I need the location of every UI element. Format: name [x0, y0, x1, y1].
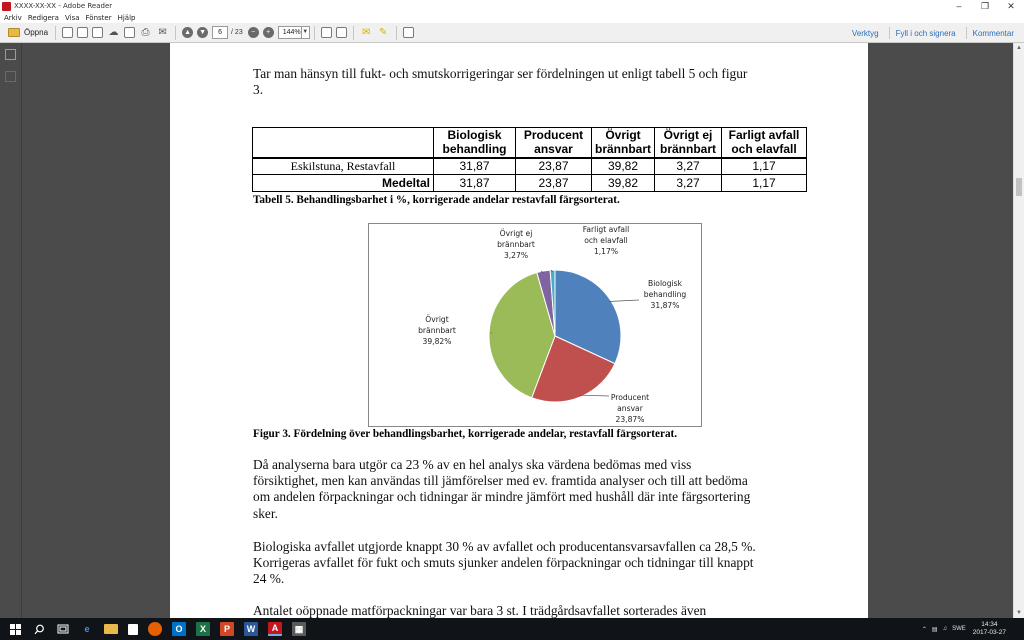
fit-width-icon[interactable]: [336, 27, 347, 38]
menu-redigera[interactable]: Redigera: [27, 13, 59, 22]
left-navigation-pane: [0, 43, 22, 618]
toolbar-separator: [353, 26, 354, 40]
restore-button[interactable]: ❐: [980, 1, 990, 11]
zoom-out-icon[interactable]: −: [248, 27, 259, 38]
edit-pdf-icon[interactable]: [77, 27, 88, 38]
window-controls: [946, 0, 1024, 12]
pie-label-line: 39,82%: [422, 337, 452, 346]
pie-data-label: [583, 225, 630, 256]
search-icon[interactable]: [32, 622, 46, 636]
edge-icon[interactable]: e: [84, 624, 90, 634]
cloud-upload-icon[interactable]: ☁: [108, 27, 119, 38]
data-table: [252, 127, 807, 192]
pie-label-line: behandling: [643, 290, 687, 299]
table-cell: Eskilstuna, Restavfall: [253, 158, 434, 175]
highlight-icon[interactable]: ✎: [379, 27, 388, 38]
comment-link[interactable]: Kommentar: [972, 28, 1014, 38]
table-header: Biologisk behandling: [434, 128, 516, 158]
title-bar: [0, 0, 1024, 12]
scrollbar-thumb[interactable]: [1016, 178, 1022, 196]
clock[interactable]: [973, 621, 1006, 637]
comment-icon[interactable]: ✉: [362, 27, 371, 38]
file-explorer-icon[interactable]: [104, 624, 118, 634]
show-hidden-icons-icon[interactable]: ⌃: [921, 626, 927, 633]
pie-label-line: brännbart: [418, 326, 456, 335]
print-icon[interactable]: ⎙: [141, 27, 150, 38]
table-cell: 23,87: [516, 175, 592, 192]
page-number-input[interactable]: 6: [212, 26, 228, 39]
link-separator: [966, 27, 967, 39]
pie-label-line: och elavfall: [584, 236, 628, 245]
open-button[interactable]: [5, 25, 51, 41]
table-header-empty: [253, 128, 434, 158]
pie-label-line: ansvar: [617, 404, 643, 413]
tools-link[interactable]: Verktyg: [851, 28, 879, 38]
adobe-reader-app-icon: [2, 2, 11, 11]
pie-chart: [369, 224, 703, 428]
zoom-select[interactable]: [278, 26, 310, 39]
intro-paragraph: Tar man hänsyn till fukt- och smutskorrigeringar ser fördelningen ut enligt tabell 5 och figur 3.: [253, 66, 748, 98]
previous-page-icon[interactable]: ▲: [182, 27, 193, 38]
pie-leader-line: [609, 300, 639, 301]
table-cell: 1,17: [722, 158, 807, 175]
menu-fonster[interactable]: Fönster: [85, 13, 112, 22]
word-icon[interactable]: W: [244, 622, 258, 636]
minimize-button[interactable]: –: [956, 1, 962, 11]
scroll-down-icon[interactable]: ▼: [1016, 610, 1022, 616]
table-header: Övrigt brännbart: [592, 128, 655, 158]
adobe-reader-icon[interactable]: A: [268, 622, 282, 636]
powerpoint-icon[interactable]: P: [220, 622, 234, 636]
pdf-page: [170, 43, 868, 618]
pie-label-line: Producent: [610, 393, 650, 402]
clock-time: 14:34: [981, 621, 998, 628]
network-icon[interactable]: ▤: [931, 626, 938, 633]
language-indicator[interactable]: SWE: [952, 626, 966, 632]
pie-chart-frame: [368, 223, 702, 427]
table-header: Producent ansvar: [516, 128, 592, 158]
system-tray: [917, 618, 1020, 640]
volume-icon[interactable]: ♫: [942, 626, 948, 632]
table-row: [253, 175, 807, 192]
save-icon[interactable]: [124, 27, 135, 38]
pie-data-label: [644, 279, 687, 310]
open-label: Öppna: [24, 28, 49, 37]
fit-page-icon[interactable]: [321, 27, 332, 38]
pie-label-line: 3,27%: [503, 251, 529, 260]
attachments-icon[interactable]: [5, 71, 16, 82]
windows-taskbar: [0, 618, 1024, 640]
outlook-icon[interactable]: O: [172, 622, 186, 636]
paragraph-2: Biologiska avfallet utgjorde knappt 30 % av avfallet och producentansvarsavfallen ca 28,5 %. Korrigeras avfallet för fukt och smuts sjunker andelen förpackningar och tidningar till knappt 24 %.: [253, 539, 756, 587]
close-button[interactable]: ✕: [1007, 1, 1015, 11]
email-icon[interactable]: ✉: [158, 27, 167, 38]
page-thumbnails-icon[interactable]: [5, 49, 16, 60]
table-cell: 39,82: [592, 158, 655, 175]
start-icon[interactable]: [8, 622, 22, 636]
pie-label-line: Farligt avfall: [582, 225, 630, 234]
folder-icon: [8, 28, 20, 37]
table-cell: 3,27: [655, 175, 722, 192]
pie-data-label: [497, 229, 535, 260]
table-cell: 1,17: [722, 175, 807, 192]
figure-caption: Figur 3. Fördelning över behandlingsbarhet, korrigerade andelar, restavfall färgsorterat.: [253, 428, 678, 440]
zoom-in-icon[interactable]: +: [263, 27, 274, 38]
toolbar-right-panel-links: [846, 23, 1024, 43]
store-icon[interactable]: [128, 624, 138, 635]
chevron-down-icon: ▼: [301, 27, 309, 38]
clock-date: 2017-03-27: [972, 629, 1006, 636]
menu-bar: [0, 12, 1024, 23]
table-cell: 39,82: [592, 175, 655, 192]
toolbar: [0, 23, 1024, 43]
calculator-icon[interactable]: ▦: [292, 622, 306, 636]
pie-data-label: [611, 393, 649, 424]
table-cell: 31,87: [434, 158, 516, 175]
table-header-row: [253, 128, 807, 158]
vertical-scrollbar[interactable]: [1013, 43, 1024, 618]
toolbar-separator: [314, 26, 315, 40]
fill-sign-link[interactable]: Fyll i och signera: [895, 28, 956, 38]
next-page-icon[interactable]: ▼: [197, 27, 208, 38]
pie-label-line: 31,87%: [650, 301, 680, 310]
pie-label-line: Övrigt: [425, 315, 449, 324]
create-pdf-icon[interactable]: [62, 27, 73, 38]
table-cell: 3,27: [655, 158, 722, 175]
table-cell: 23,87: [516, 158, 592, 175]
pie-label-line: brännbart: [497, 240, 535, 249]
table-cell: 31,87: [434, 175, 516, 192]
firefox-icon[interactable]: [148, 622, 162, 636]
pie-label-line: Övrigt ej: [499, 229, 533, 238]
pie-data-label: [418, 315, 456, 346]
toolbar-separator: [396, 26, 397, 40]
paragraph-3: Antalet oöppnade matförpackningar var bara 3 st. I trädgårdsavfallet sorterades även: [253, 603, 707, 618]
table-caption: Tabell 5. Behandlingsbarhet i %, korrigerade andelar restavfall färgsorterat.: [253, 194, 620, 206]
export-icon[interactable]: [92, 27, 103, 38]
table-row: [253, 158, 807, 175]
link-separator: [889, 27, 890, 39]
table-cell: Medeltal: [253, 175, 434, 192]
page-total: / 23: [231, 29, 243, 36]
pie-label-line: 1,17%: [593, 247, 619, 256]
table-header: Övrigt ej brännbart: [655, 128, 722, 158]
scroll-up-icon[interactable]: ▲: [1016, 45, 1022, 51]
toolbar-separator: [55, 26, 56, 40]
window-title: XXXX-XX-XX - Adobe Reader: [14, 2, 113, 10]
toolbar-separator: [175, 26, 176, 40]
pie-label-line: 23,87%: [615, 415, 645, 424]
table-header: Farligt avfall och elavfall: [722, 128, 807, 158]
menu-visa[interactable]: Visa: [64, 13, 80, 22]
pie-label-line: Biologisk: [647, 279, 683, 288]
task-view-icon[interactable]: [56, 622, 70, 636]
menu-hjalp[interactable]: Hjälp: [117, 13, 136, 22]
excel-icon[interactable]: X: [196, 622, 210, 636]
zoom-value: 144%: [282, 29, 301, 36]
paragraph-1: Då analyserna bara utgör ca 23 % av en hel analys ska värdena bedömas med viss försiktighet, men kan användas till jämförelser med ev. framtida analyser och till att bedöma om andelen förpackningar och tidningar är mindre jämfört med hushåll där inte färgsortering sker.: [253, 457, 751, 521]
fullscreen-icon[interactable]: [403, 27, 414, 38]
menu-arkiv[interactable]: Arkiv: [4, 13, 22, 22]
